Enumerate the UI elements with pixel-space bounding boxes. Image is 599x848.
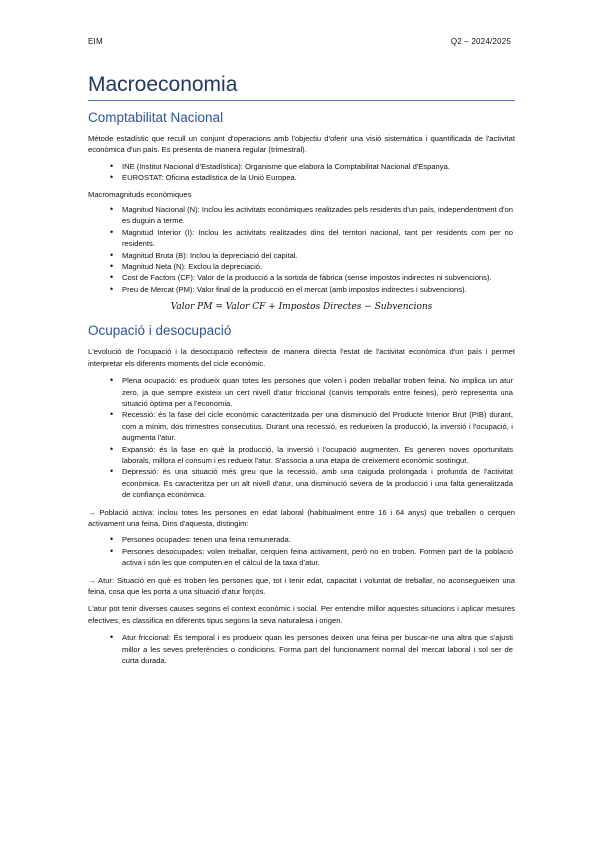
formula-valor-pm: Valor PM = Valor CF + Impostos Directes − Subvencions	[170, 302, 433, 313]
list-institutions	[88, 161, 515, 184]
list-item: • Expansió: és la fase en què la producció, la inversió i l'ocupació augmenten. Es generen noves oportunitats laborals, millora el consum i es redueix l'atur. S'associa a una etapa de creixement econòmic sostingut.	[122, 444, 515, 467]
header-course: EIM	[88, 37, 103, 46]
list-item: • Magnitud Bruta (B): Inclou la depreciació del capital.	[122, 250, 515, 261]
list-item: • Magnitud Neta (N): Exclou la depreciació.	[122, 261, 515, 272]
paragraph-causes: L'atur pot tenir diverses causes segons el context econòmic i social. Per entendre millor aquestes situacions i aplicar mesures efectives, es classifica en diferents tipus segons la seva naturalesa i origen.	[88, 604, 515, 625]
paragraph-comptabilitat-intro: Mètode estadístic que recull un conjunt d'operacions amb l'objectiu d'oferir una visió sistemàtica i quantificada de l'activitat econòmica d'un país. Es presenta de manera regular (trimestral).	[88, 134, 515, 155]
list-item: • Plena ocupació: es produeix quan totes les persones que volen i poden treballar troben feina. No implica un atur zero, ja que sempre existeix un cert nivell d'atur friccional (canvis temporals entre feines), però representa una situació òptima per a l'economia.	[122, 375, 515, 409]
page-title: Macroeconomia	[88, 72, 515, 101]
list-atur-types	[88, 632, 515, 666]
list-item: • Preu de Mercat (PM): Valor final de la producció en el mercat (amb impostos indirectes i subvencions).	[122, 284, 515, 295]
list-item: • Recessió: és la fase del cicle econòmic caracteritzada per una disminució del Producte Interior Brut (PIB) durant, com a mínim, dos trimestres consecutius. Durant una recessió, es redueixen la producció, la inversió i l'ocupació, i augmenta l'atur.	[122, 409, 515, 443]
list-item: • Cost de Factors (CF): Valor de la producció a la sortida de fàbrica (sense impostos indirectes ni subvencions).	[122, 272, 515, 283]
list-item: • Persones desocupades: volen treballar, cerquen feina activament, però no en troben. Formen part de la població activa i són les que computen en el càlcul de la taxa d'atur.	[122, 546, 515, 569]
label-macromagnituds: Macromagnituds econòmiques	[88, 189, 192, 199]
list-item: • Magnitud Nacional (N): Inclou les activitats econòmiques realitzades pels residents d'un país, independentment d'on es duguin a terme.	[122, 204, 515, 227]
list-item: • Magnitud Interior (I): Inclou les activitats realitzades dins del territori nacional, tant per residents com per no residents.	[122, 227, 515, 250]
header-term: Q2 – 2024/2025	[450, 37, 511, 46]
list-item: • Persones ocupades: tenen una feina remunerada.	[122, 534, 515, 545]
list-item: • Atur friccional: És temporal i es produeix quan les persones deixen una feina per buscar-ne una altra que s'ajusti millor a les seves preferències o condicions. Forma part del funcionament normal del mercat laboral i sol ser de curta durada.	[122, 632, 515, 666]
list-item: • Depressió: és una situació més greu que la recessió, amb una caiguda prolongada i profunda de l'activitat econòmica. Es caracteritza per un alt nivell d'atur, una disminució severa de la producció i una falta generalitzada de confiança econòmica.	[122, 466, 515, 500]
list-cycle-phases	[88, 375, 515, 500]
list-macromagnituds	[88, 204, 515, 295]
list-item: • INE (Institut Nacional d'Estadística): Organisme que elabora la Comptabilitat Nacional d'Espanya.	[122, 161, 515, 172]
section-heading-comptabilitat: Comptabilitat Nacional	[88, 110, 224, 125]
paragraph-poblacio-activa: → Població activa: inclou totes les persones en edat laboral (habitualment entre 16 i 64 anys) que treballen o cerquen activament una feina. Dins d'aquesta, distingim:	[88, 507, 515, 528]
document-content	[88, 72, 515, 666]
paragraph-ocupacio-intro: L'evolució de l'ocupació i la desocupació reflecteix de manera directa l'estat de l'activitat econòmica d'un país i permet interpretar els diferents moments del cicle econòmic.	[88, 347, 515, 368]
list-poblacio	[88, 534, 515, 568]
paragraph-atur: → Atur: Situació en què es troben les persones que, tot i tenir edat, capacitat i voluntat de treballar, no aconsegueixen una feina, cosa que les porta a una situació d'atur forçós.	[88, 575, 515, 596]
list-item: • EUROSTAT: Oficina estadística de la Unió Europea.	[122, 172, 515, 183]
section-heading-ocupacio: Ocupació i desocupació	[88, 323, 232, 339]
